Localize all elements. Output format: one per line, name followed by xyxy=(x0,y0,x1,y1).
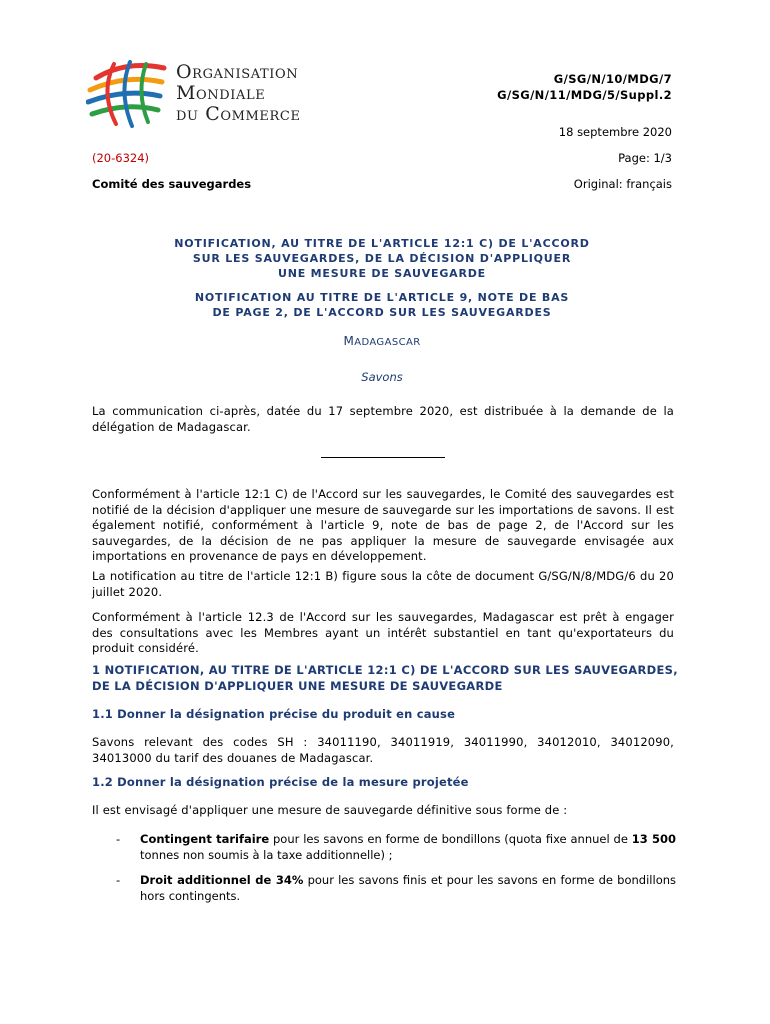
paragraph-3: Conformément à l'article 12.3 de l'Accord sur les sauvegardes, Madagascar est prêt à engager des consultations avec les Membres ayant un intérêt substantiel en tant qu'exportateurs du produit considéré. xyxy=(92,610,674,655)
country-name xyxy=(92,334,672,348)
bullet-marker: - xyxy=(116,832,121,846)
paragraph-4: Savons relevant des codes SH : 34011190, 34011919, 34011990, 34012010, 34012090, 34013000 du tarif des douanes de Madagascar. xyxy=(92,735,674,765)
document-symbol-2: G/SG/N/11/MDG/5/Suppl.2 xyxy=(497,88,672,102)
bullet-2-text: pour les savons finis et pour les savons en forme de bondillons hors contingents. xyxy=(140,873,677,903)
heading-line: 1 NOTIFICATION, AU TITRE DE L'ARTICLE 12:1 C) DE L'ACCORD SUR LES SAUVEGARDES, xyxy=(92,663,678,677)
paragraph-1: Conformément à l'article 12:1 C) de l'Accord sur les sauvegardes, le Comité des sauvegardes est notifié de la décision d'appliquer une mesure de sauvegarde sur les importations de savons. Il est également notifié, conformément à l'article 9, note de bas de page 2, de l'Accord sur les sauvegardes, de la décision de ne pas appliquer la mesure de sauvegarde envisagée aux importations en provenance de pays en développement. xyxy=(92,487,674,563)
main-title-2 xyxy=(92,290,672,320)
bullet-1-text-2: tonnes non soumis à la taxe additionnelle) ; xyxy=(140,847,393,862)
bullet-2-bold: Droit additionnel de 34% xyxy=(140,873,304,887)
bullet-1-bold-2: 13 500 xyxy=(631,832,677,846)
bullet-1-text: pour les savons en forme de bondillons (quota fixe annuel de xyxy=(269,832,632,846)
org-name-line-2: Mondiale xyxy=(176,82,266,104)
wto-logo xyxy=(86,56,336,130)
title-line: UNE MESURE DE SAUVEGARDE xyxy=(278,267,486,280)
title-line: NOTIFICATION, AU TITRE DE L'ARTICLE 12:1 C) DE L'ACCORD xyxy=(174,237,590,250)
intro-paragraph: La communication ci-après, datée du 17 septembre 2020, est distribuée à la demande de la délégation de Madagascar. xyxy=(92,404,674,434)
main-title-1 xyxy=(92,236,672,281)
original-language: Original: français xyxy=(573,177,672,191)
wto-emblem-icon xyxy=(86,56,168,130)
committee-name: Comité des sauvegardes xyxy=(92,177,252,191)
title-line: SUR LES SAUVEGARDES, DE LA DÉCISION D'APPLIQUER xyxy=(192,252,572,265)
section-1-heading xyxy=(92,662,682,694)
title-line: DE PAGE 2, DE L'ACCORD SUR LES SAUVEGARDES xyxy=(212,306,552,319)
document-symbols xyxy=(497,71,672,103)
paragraph-5: Il est envisagé d'appliquer une mesure de sauvegarde définitive sous forme de : xyxy=(92,803,568,817)
org-name-line-3: du Commerce xyxy=(176,103,301,125)
bullet-item-1 xyxy=(140,832,676,863)
document-number: (20-6324) xyxy=(92,151,150,165)
bullet-marker: - xyxy=(116,873,121,887)
section-1-1-heading: 1.1 Donner la désignation précise du produit en cause xyxy=(92,707,456,721)
document-symbol-1: G/SG/N/10/MDG/7 xyxy=(553,72,672,86)
org-name xyxy=(176,62,301,125)
section-1-2-heading: 1.2 Donner la désignation précise de la mesure projetée xyxy=(92,775,469,789)
title-line: NOTIFICATION AU TITRE DE L'ARTICLE 9, NOTE DE BAS xyxy=(194,291,570,304)
product-name: Savons xyxy=(361,370,403,384)
separator-line xyxy=(321,457,445,458)
country-initial: M xyxy=(343,334,355,348)
page-number: Page: 1/3 xyxy=(618,151,672,165)
org-name-line-1: Organisation xyxy=(176,61,299,83)
country-rest: ADAGASCAR xyxy=(354,337,421,348)
heading-line: DE LA DÉCISION D'APPLIQUER UNE MESURE DE SAUVEGARDE xyxy=(92,679,503,693)
paragraph-2: La notification au titre de l'article 12:1 B) figure sous la côte de document G/SG/N/8/MDG/6 du 20 juillet 2020. xyxy=(92,569,674,599)
bullet-1-bold: Contingent tarifaire xyxy=(140,832,270,846)
document-date: 18 septembre 2020 xyxy=(558,125,672,139)
bullet-item-2 xyxy=(140,873,676,904)
